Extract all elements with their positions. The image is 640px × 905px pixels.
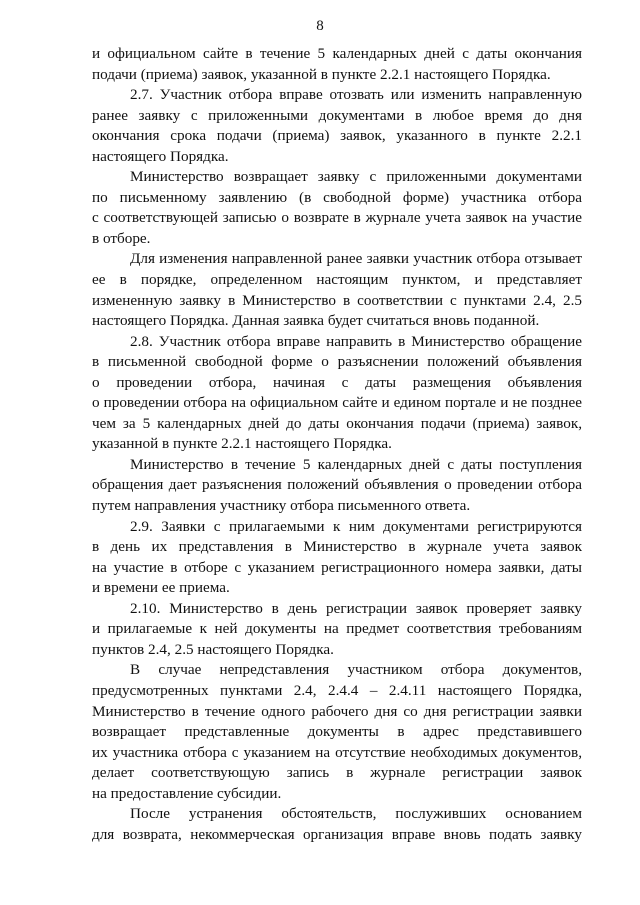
text-line: и времени ее приема. — [92, 579, 230, 597]
text-line: делает соответствующую запись в журнале регистрации заявок — [92, 764, 582, 782]
text-line: Министерство в течение одного рабочего дня со дня регистрации заявки — [92, 702, 582, 720]
text-line: окончания срока подачи (приема) заявок, указанного в пункте 2.2.1 — [92, 127, 582, 145]
text-line: их участника отбора с указанием на отсутствие необходимых документов, — [92, 743, 582, 761]
document-body — [92, 44, 582, 845]
text-line: Министерство в течение 5 календарных дней с даты поступления — [130, 455, 582, 473]
text-line: пунктов 2.4, 2.5 настоящего Порядка. — [92, 640, 334, 658]
text-line: для возврата, некоммерческая организация вправе вновь подать заявку — [92, 825, 582, 843]
text-line: предусмотренных пунктами 2.4, 2.4.4 – 2.4.11 настоящего Порядка, — [92, 681, 582, 699]
text-line: и прилагаемые к ней документы на предмет соответствия требованиям — [92, 620, 582, 638]
text-line: в письменной свободной форме о разъяснении положений объявления — [92, 353, 582, 371]
text-line: 2.9. Заявки с прилагаемыми к ним документами регистрируются — [130, 517, 582, 535]
text-line: ее в порядке, определенном настоящим пунктом, и представляет — [92, 271, 582, 289]
text-line: настоящего Порядка. — [92, 147, 229, 165]
text-line: в день их представления в Министерство в журнале учета заявок — [92, 538, 582, 556]
text-line: подачи (приема) заявок, указанной в пункте 2.2.1 настоящего Порядка. — [92, 65, 551, 83]
text-line: 2.10. Министерство в день регистрации заявок проверяет заявку — [130, 599, 582, 617]
text-line: 2.7. Участник отбора вправе отозвать или изменить направленную — [130, 86, 582, 104]
text-line: на предоставление субсидии. — [92, 784, 282, 802]
text-line: в отборе. — [92, 229, 151, 247]
text-line: о проведении отбора, начиная с даты размещения объявления — [92, 373, 582, 391]
text-line: путем направления участнику отбора письменного ответа. — [92, 497, 471, 515]
text-line: на участие в отборе с указанием регистрационного номера заявки, даты — [92, 558, 582, 576]
text-line: по письменному заявлению (в свободной форме) участника отбора — [92, 188, 582, 206]
text-line: ранее заявку с приложенными документами в любое время до дня — [92, 106, 582, 124]
text-line: возвращает представленные документы в адрес представившего — [92, 723, 582, 741]
text-line: настоящего Порядка. Данная заявка будет считаться вновь поданной. — [92, 312, 540, 330]
text-line: о проведении отбора на официальном сайте и едином портале и не позднее — [92, 394, 582, 412]
text-line: 2.8. Участник отбора вправе направить в Министерство обращение — [130, 332, 582, 350]
text-line: В случае непредставления участником отбора документов, — [130, 661, 582, 679]
text-line: указанной в пункте 2.2.1 настоящего Порядка. — [92, 435, 392, 453]
text-line: чем за 5 календарных дней до даты окончания подачи (приема) заявок, — [92, 414, 582, 432]
text-line: измененную заявку в Министерство в соответствии с пунктами 2.4, 2.5 — [92, 291, 582, 309]
text-line: и официальном сайте в течение 5 календарных дней с даты окончания — [92, 45, 582, 62]
text-line: Для изменения направленной ранее заявки участник отбора отзывает — [130, 250, 582, 268]
text-line: обращения дает разъяснения положений объявления о проведении отбора — [92, 476, 582, 494]
page-number: 8 — [316, 18, 324, 34]
text-line: Министерство возвращает заявку с приложенными документами — [130, 168, 582, 186]
text-line: После устранения обстоятельств, послуживших основанием — [130, 805, 582, 823]
text-line: с соответствующей записью о возврате в журнале учета заявок на участие — [92, 209, 582, 227]
